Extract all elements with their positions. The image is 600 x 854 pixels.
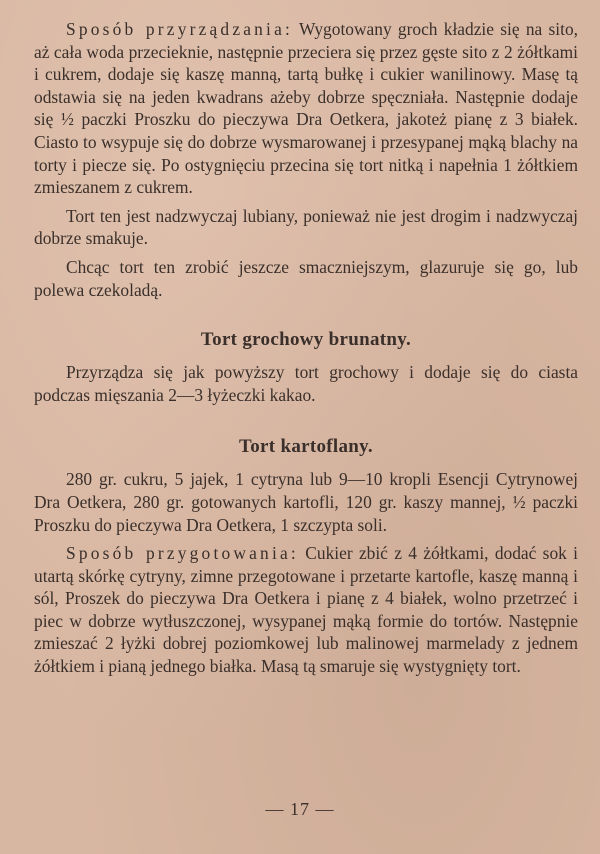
method-label: Sposób przyrządzania: (66, 19, 294, 39)
potato-method-text: Cukier zbić z 4 żółtkami, dodać sok i utartą skórkę cytryny, zimne przegotowane i przetarte kartofle, kaszę manną i sól, Proszek do pieczywa Dra Oetkera i pianę z 4 białek, wolno przetrzeć i piec w dobrze wytłuszczonej, wysypanej mąką formie do tortów. Następnie zmieszać 2 łyżki dobrej poziomkowej lub malinowej marmelady z jednem żółtkiem i pianą jednego białka. Masą tą smaruje się wystygnięty tort. (34, 543, 579, 677)
popularity-paragraph: Tort ten jest nadzwyczaj lubiany, ponieważ nie jest drogim i nadzwyczaj dobrze smakuje. (34, 205, 578, 249)
potato-method-label: Sposób przygotowania: (66, 543, 299, 564)
method-paragraph (34, 18, 578, 199)
brown-pea-cake-text: Przyrządza się jak powyższy tort grochowy i dodaje się do ciasta podczas mięszania 2—3 łyżeczki kakao. (34, 362, 578, 405)
page-number: — 17 — (265, 799, 335, 819)
method-text: Wygotowany groch kładzie się na sito, aż cała woda przecieknie, następnie przeciera się przez gęste sito z 2 żółtkami i cukrem, dodaje się kaszę manną, tartą bułkę i cukier wanilinowy. Masę tą odstawia się na jeden kwadrans ażeby dobrze spęczniała. Następnie dodaje się ½ paczki Proszku do pieczywa Dra Oetkera, jakoteż pianę z 3 białek. Ciasto to wsypuje się do dobrze wysmarowanej i przesypanej mąką blachy na torty i piecze się. Po ostygnięciu przecina się tort nitką i napełnia 1 żółtkiem zmieszanem z cukrem. (34, 19, 578, 198)
potato-cake-method (34, 542, 578, 678)
potato-cake-ingredients: 280 gr. cukru, 5 jajek, 1 cytryna lub 9—10 kropli Esencji Cytrynowej Dra Oetkera, 280 gr. gotowanych kartofli, 120 gr. kaszy mannej, ½ paczki Proszku do pieczywa Dra Oetkera, 1 szczypta soli. (34, 469, 578, 535)
recipe-title-brown-pea-cake: Tort grochowy brunatny. (200, 329, 412, 351)
recipe-title-potato-cake: Tort kartoflany. (239, 436, 373, 458)
glaze-paragraph: Chcąc tort ten zrobić jeszcze smaczniejszym, glazuruje się go, lub polewa czekoladą. (34, 256, 578, 300)
